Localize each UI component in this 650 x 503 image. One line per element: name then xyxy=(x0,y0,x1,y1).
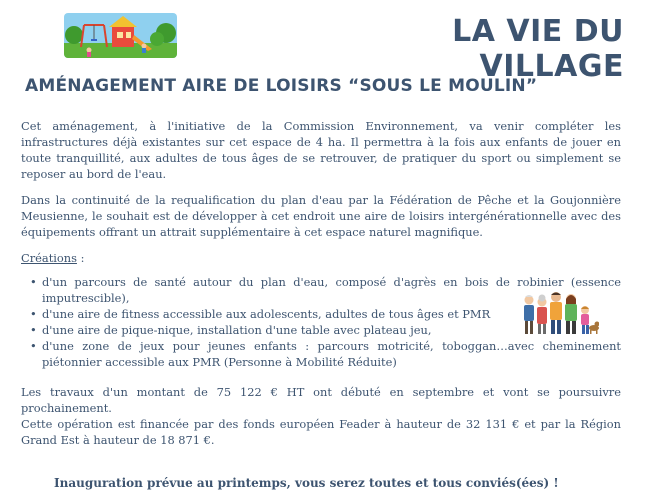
list-item-text: d'une aire de pique-nique, installation d'une table avec plateau jeu, xyxy=(42,323,432,337)
bullet-icon: • xyxy=(30,307,37,321)
paragraph-context: Dans la continuité de la requalification du plan d'eau par la Fédération de Pêche et la Goujonnière Meusienne, le souhait est de développer à cet endroit une aire de loisirs intergénérationnelle avec des équipements offrant un attrait supplémentaire à cet espace naturel magnifique. xyxy=(21,193,621,239)
paragraph-funding: Cette opération est financée par des fonds européen Feader à hauteur de 32 131 € et par la Région Grand Est à hauteur de 18 871 €. xyxy=(21,417,621,447)
creations-label-suffix: : xyxy=(76,251,85,265)
list-item-text: d'une zone de jeux pour jeunes enfants : parcours motricité, toboggan…avec cheminement piétonnier accessible aux PMR (Personne à Mobilité Réduite) xyxy=(42,339,621,369)
list-item-text: d'un parcours de santé autour du plan d'eau, composé d'agrès en bois de robinier (essence imputrescible), xyxy=(42,275,621,305)
list-item xyxy=(21,322,522,338)
bullet-icon: • xyxy=(30,275,37,289)
list-item xyxy=(21,306,522,322)
inauguration-note: Inauguration prévue au printemps, vous serez toutes et tous conviés(ées) ! xyxy=(54,476,559,490)
creations-label xyxy=(21,250,84,266)
creations-label-text: Créations xyxy=(21,251,77,265)
list-item xyxy=(21,338,621,370)
bullet-icon: • xyxy=(30,339,37,353)
list-item-text: d'une aire de fitness accessible aux adolescents, adultes de tous âges et PMR xyxy=(42,307,491,321)
bullet-icon: • xyxy=(30,323,37,337)
paragraph-intro: Cet aménagement, à l'initiative de la Commission Environnement, va venir compléter les infrastructures déjà existantes sur cet espace de 4 ha. Il permettra à la fois aux enfants de jouer en toute tranquillité, aux adultes de tous âges de se retrouver, de pratiquer du sport ou simplement se reposer au bord de l'eau. xyxy=(21,119,621,181)
family-illustration-icon xyxy=(519,290,599,336)
article-heading: AMÉNAGEMENT AIRE DE LOISIRS “SOUS LE MOULIN” xyxy=(25,76,538,96)
playground-logo-icon xyxy=(64,13,177,58)
paragraph-budget: Les travaux d'un montant de 75 122 € HT ont débuté en septembre et vont se poursuivre prochainement. xyxy=(21,385,621,415)
banner-title: LA VIE DU VILLAGE xyxy=(452,14,624,84)
